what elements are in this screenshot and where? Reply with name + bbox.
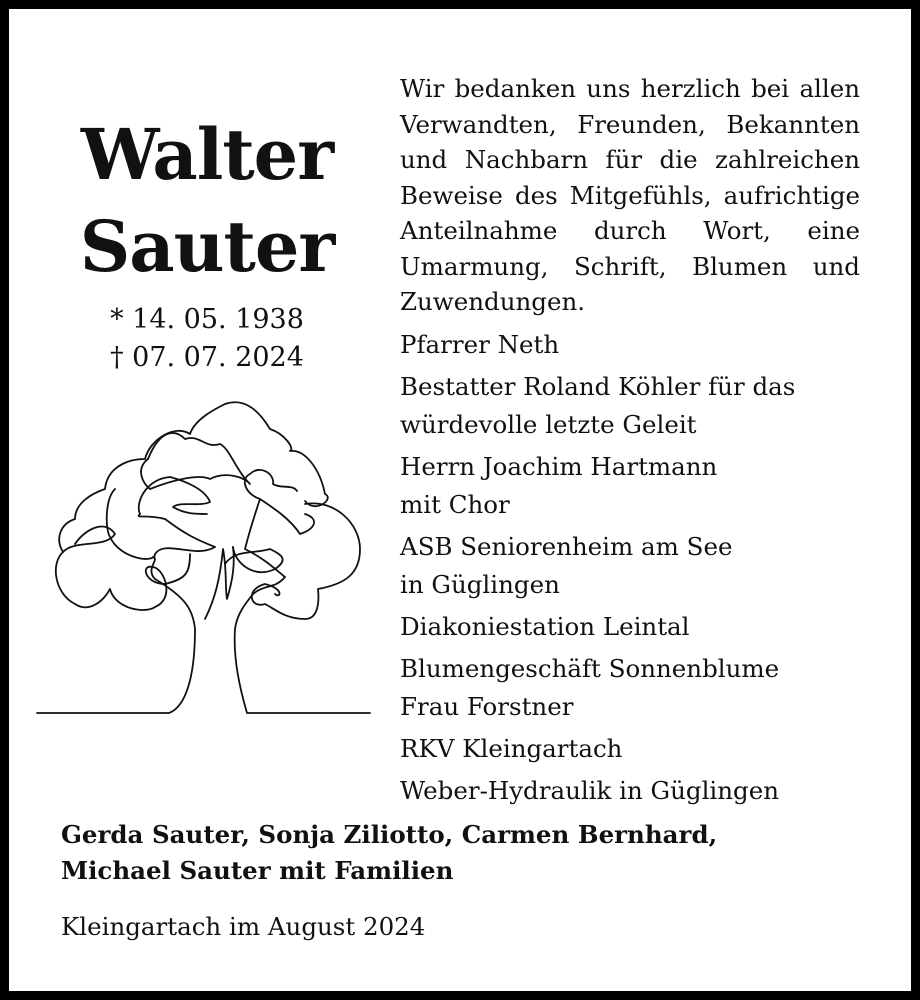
death-date: † 07. 07. 2024 bbox=[110, 342, 304, 373]
signers-line: Gerda Sauter, Sonja Ziliotto, Carmen Bernhard, bbox=[61, 820, 718, 849]
item-line: würdevolle letzte Geleit bbox=[400, 409, 697, 439]
item-line: Frau Forstner bbox=[400, 691, 574, 721]
list-item bbox=[400, 608, 860, 646]
signers bbox=[61, 817, 717, 889]
acknowledgement-list bbox=[400, 326, 860, 810]
item-line: Bestatter Roland Köhler für das bbox=[400, 371, 796, 401]
tree-illustration bbox=[35, 389, 375, 719]
place-and-date: Kleingartach im August 2024 bbox=[61, 912, 426, 941]
item-line: in Güglingen bbox=[400, 569, 560, 599]
list-item bbox=[400, 730, 860, 768]
first-name: Walter bbox=[80, 113, 334, 196]
list-item bbox=[400, 448, 860, 524]
thanks-paragraph: Wir bedanken uns herzlich bei allen Verwandten, Freunden, Bekannten und Nachbarn für die zahlreichen Beweise des Mitgefühls, aufrichtige Anteilnahme durch Wort, eine Umarmung, Schrift, Blumen und Zuwendungen. bbox=[400, 74, 860, 316]
item-line: mit Chor bbox=[400, 489, 510, 519]
list-item bbox=[400, 650, 860, 726]
list-item bbox=[400, 528, 860, 604]
signers-line: Michael Sauter mit Familien bbox=[61, 856, 454, 885]
birth-date: * 14. 05. 1938 bbox=[110, 304, 304, 335]
last-name: Sauter bbox=[79, 205, 335, 288]
life-dates bbox=[39, 301, 375, 377]
item-line: ASB Seniorenheim am See bbox=[400, 531, 733, 561]
thanks-column bbox=[400, 71, 860, 814]
item-line: Diakoniestation Leintal bbox=[400, 611, 690, 641]
item-line: Weber-Hydraulik in Güglingen bbox=[400, 775, 779, 805]
list-item bbox=[400, 772, 860, 810]
list-item bbox=[400, 326, 860, 364]
list-item bbox=[400, 368, 860, 444]
item-line: Herrn Joachim Hartmann bbox=[400, 451, 718, 481]
item-line: Pfarrer Neth bbox=[400, 329, 560, 359]
deceased-name bbox=[39, 109, 375, 293]
item-line: Blumengeschäft Sonnenblume bbox=[400, 653, 780, 683]
item-line: RKV Kleingartach bbox=[400, 733, 623, 763]
